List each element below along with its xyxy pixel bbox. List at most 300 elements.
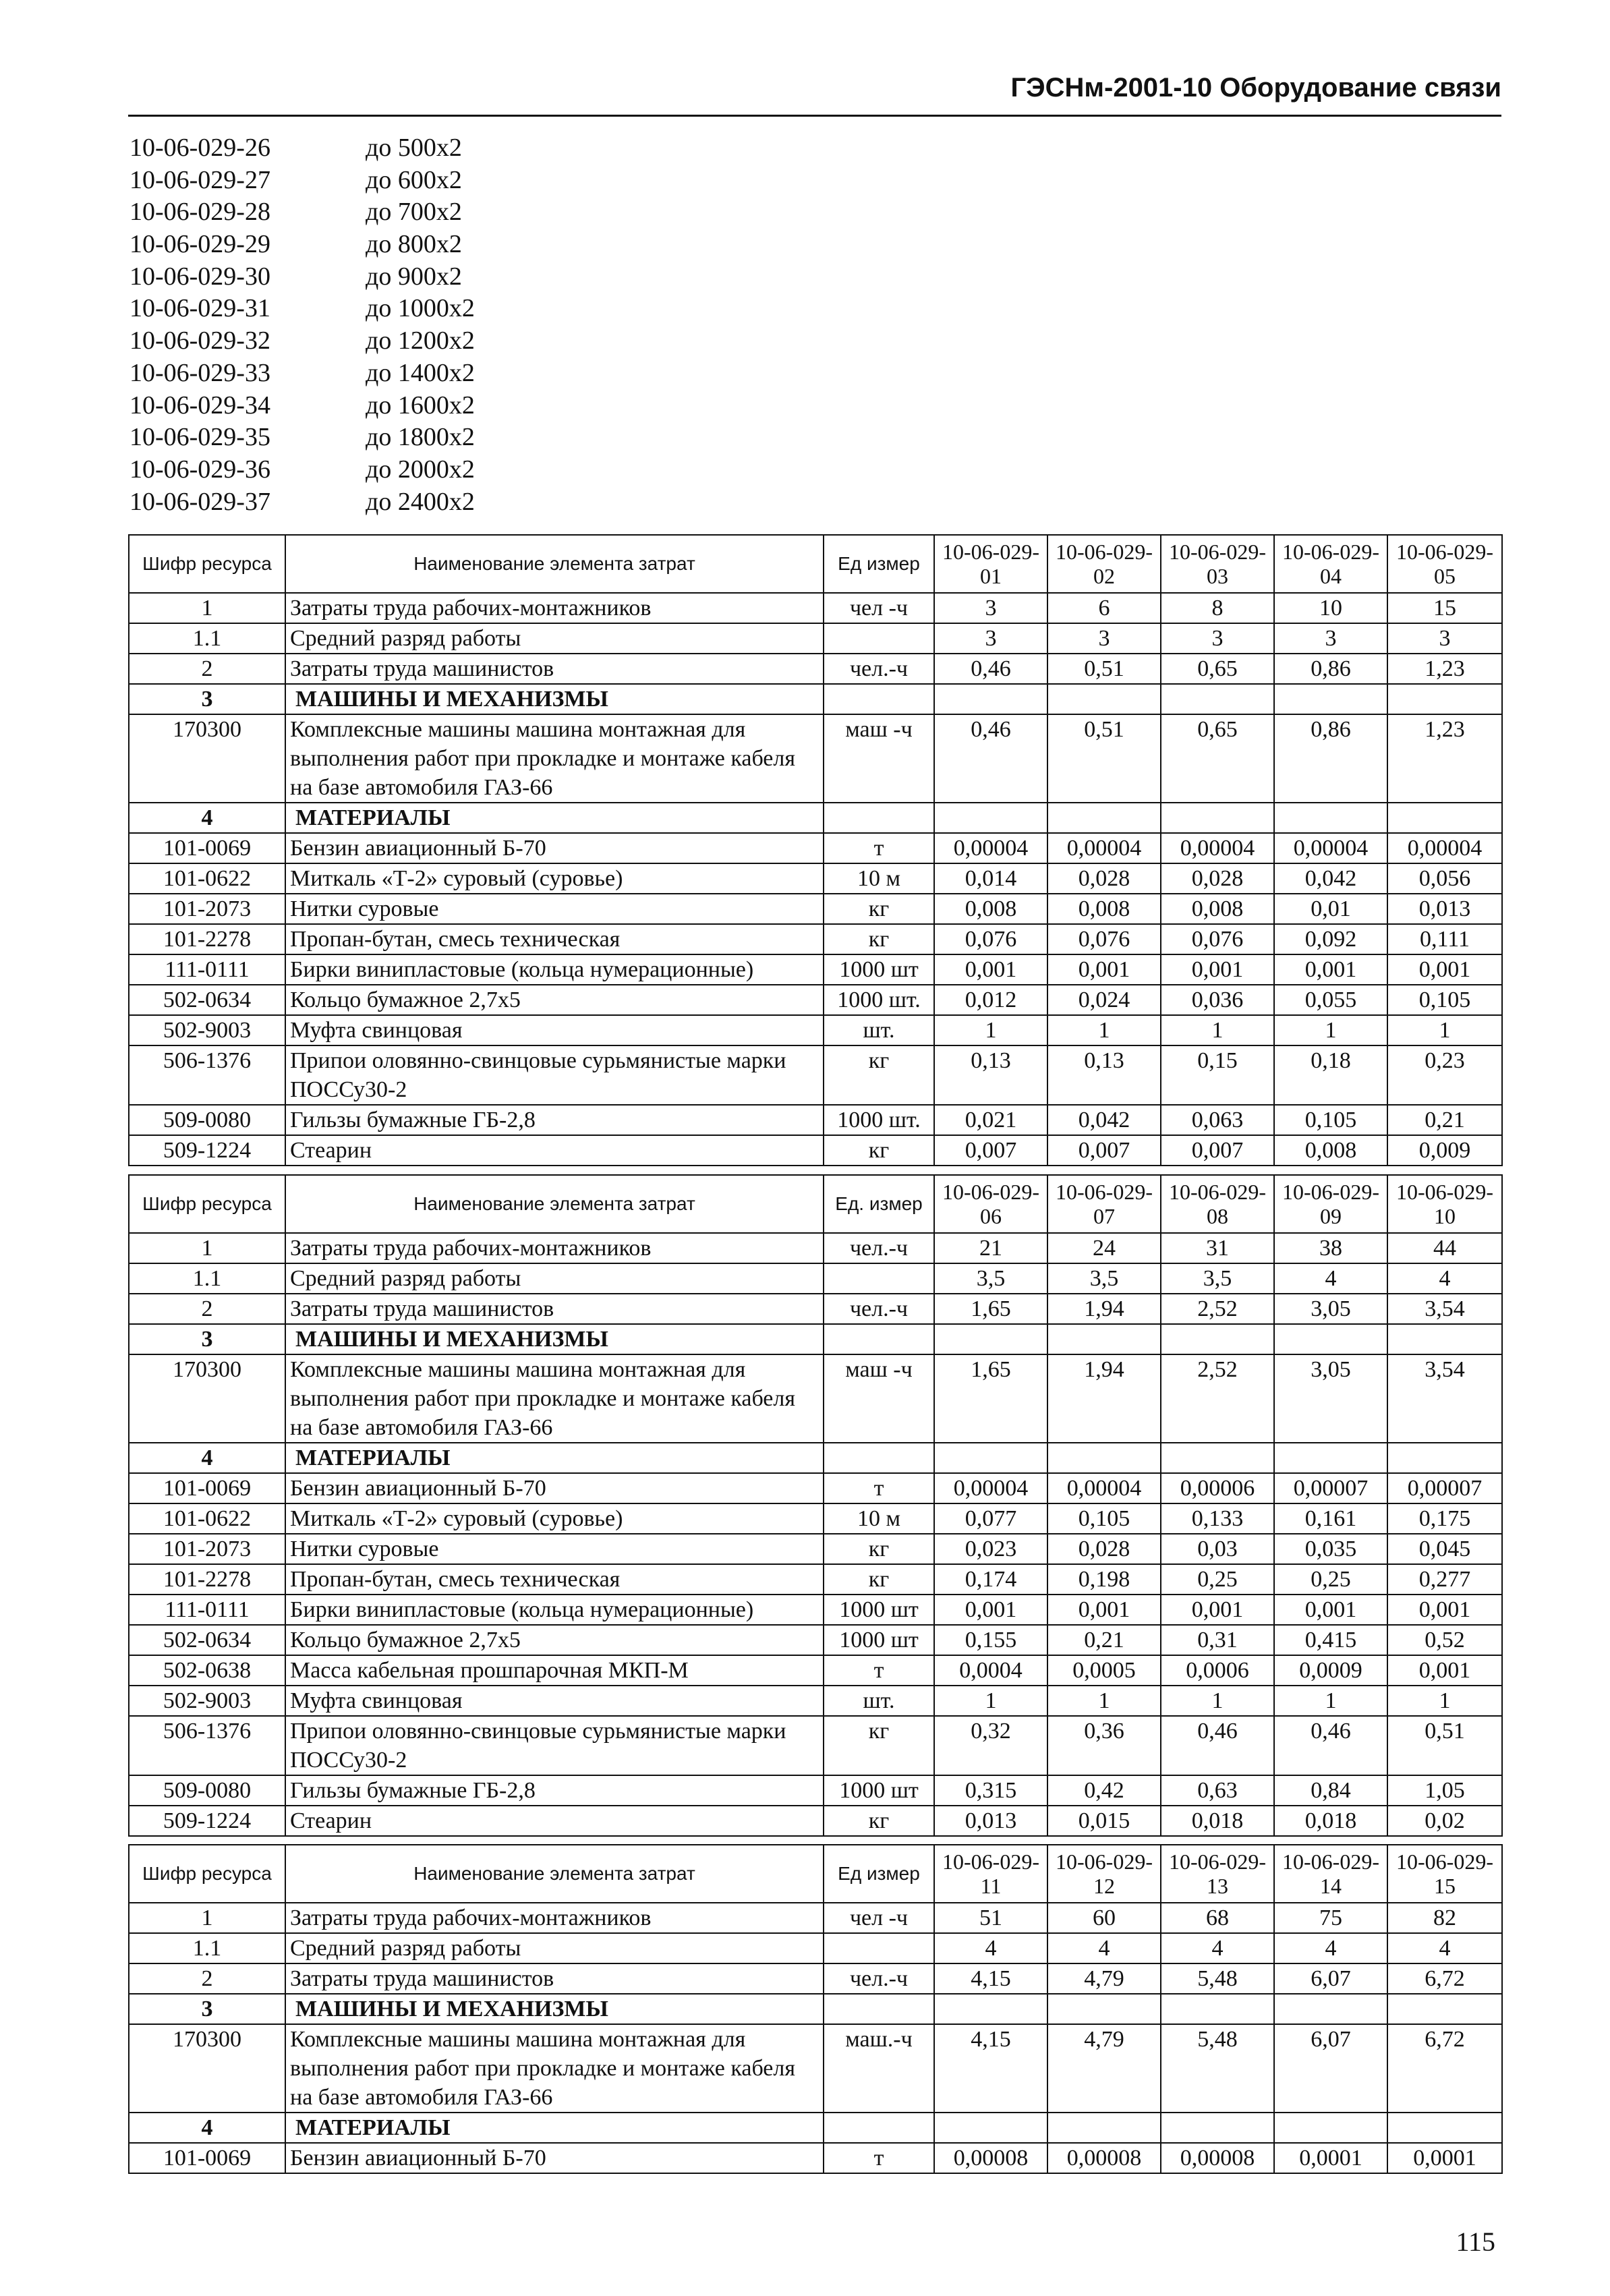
resource-code: 101-0069: [129, 2143, 285, 2173]
table-header-row: [129, 1845, 1502, 1903]
value-cell: 0,055: [1274, 985, 1387, 1015]
unit-cell: т: [824, 2143, 934, 2173]
value-cell: [1047, 1443, 1161, 1473]
table-row: [129, 1263, 1502, 1294]
resource-code: 502-0638: [129, 1655, 285, 1686]
value-cell: 0,25: [1274, 1564, 1387, 1595]
header-code: Шифр ресурса: [129, 1175, 285, 1233]
unit-cell: кг: [824, 1045, 934, 1105]
value-cell: 0,008: [934, 894, 1047, 924]
value-cell: [934, 2113, 1047, 2143]
code-id: 10-06-029-33: [130, 358, 270, 387]
cost-element-name: Муфта свинцовая: [285, 1015, 824, 1045]
code-list-item: [130, 454, 561, 486]
value-cell: 0,023: [934, 1534, 1047, 1564]
value-cell: 0,13: [1047, 1045, 1161, 1105]
value-cell: 0,013: [1387, 894, 1502, 924]
value-cell: 5,48: [1161, 1963, 1274, 1994]
value-cell: 0,51: [1387, 1716, 1502, 1775]
value-cell: 0,161: [1274, 1503, 1387, 1534]
table-row: [129, 863, 1502, 894]
value-cell: 82: [1387, 1903, 1502, 1933]
value-cell: 3: [934, 623, 1047, 654]
resource-code: 101-0069: [129, 1473, 285, 1503]
cost-element-name: МАТЕРИАЛЫ: [285, 1443, 824, 1473]
value-cell: 0,415: [1274, 1625, 1387, 1655]
resource-code: 2: [129, 654, 285, 684]
value-cell: 0,46: [1274, 1716, 1387, 1775]
header-norm-code: 10-06-029-05: [1387, 535, 1502, 593]
value-cell: 0,23: [1387, 1045, 1502, 1105]
value-cell: 0,0001: [1274, 2143, 1387, 2173]
unit-cell: [824, 2113, 934, 2143]
code-list-item: [130, 325, 561, 357]
value-cell: [1274, 1994, 1387, 2024]
value-cell: 4: [1387, 1933, 1502, 1963]
unit-cell: кг: [824, 1564, 934, 1595]
value-cell: 3,5: [1161, 1263, 1274, 1294]
cost-element-name: Кольцо бумажное 2,7х5: [285, 985, 824, 1015]
cost-element-name: Затраты труда машинистов: [285, 1963, 824, 1994]
code-size: до 800х2: [366, 230, 462, 259]
value-cell: 0,015: [1047, 1806, 1161, 1836]
table-row: [129, 2024, 1502, 2113]
value-cell: 0,65: [1161, 714, 1274, 803]
value-cell: [1274, 684, 1387, 714]
resource-code: 111-0111: [129, 1595, 285, 1625]
resource-code: 101-0622: [129, 863, 285, 894]
value-cell: 0,105: [1047, 1503, 1161, 1534]
code-list: [130, 132, 561, 518]
value-cell: 0,045: [1387, 1534, 1502, 1564]
value-cell: 0,00008: [934, 2143, 1047, 2173]
resource-code: 101-0622: [129, 1503, 285, 1534]
value-cell: [1047, 684, 1161, 714]
table-row: [129, 1233, 1502, 1263]
resource-code: 4: [129, 1443, 285, 1473]
value-cell: 0,03: [1161, 1534, 1274, 1564]
unit-cell: [824, 1324, 934, 1354]
value-cell: 0,46: [1161, 1716, 1274, 1775]
resource-code: 170300: [129, 2024, 285, 2113]
table-row: [129, 1963, 1502, 1994]
unit-cell: [824, 1263, 934, 1294]
header-norm-code: 10-06-029-07: [1047, 1175, 1161, 1233]
page-number: 115: [1456, 2227, 1495, 2257]
code-list-item: [130, 293, 561, 325]
value-cell: 1,94: [1047, 1354, 1161, 1443]
value-cell: 0,092: [1274, 924, 1387, 954]
code-size: до 600х2: [366, 165, 462, 194]
code-id: 10-06-029-30: [130, 262, 270, 291]
code-size: до 1400х2: [366, 358, 475, 387]
value-cell: [1161, 803, 1274, 833]
header-unit: Ед измер: [824, 1845, 934, 1903]
code-list-item: [130, 390, 561, 422]
value-cell: 0,076: [934, 924, 1047, 954]
value-cell: 1,23: [1387, 654, 1502, 684]
value-cell: 0,65: [1161, 654, 1274, 684]
resource-code: 502-9003: [129, 1686, 285, 1716]
resource-code: 2: [129, 1963, 285, 1994]
unit-cell: т: [824, 1473, 934, 1503]
header-norm-code: 10-06-029-02: [1047, 535, 1161, 593]
value-cell: 0,21: [1047, 1625, 1161, 1655]
unit-cell: маш -ч: [824, 1354, 934, 1443]
value-cell: [1161, 684, 1274, 714]
code-size: до 900х2: [366, 262, 462, 291]
value-cell: 4: [1274, 1263, 1387, 1294]
value-cell: 0,00004: [934, 833, 1047, 863]
value-cell: 0,001: [1387, 954, 1502, 985]
value-cell: 0,001: [1047, 1595, 1161, 1625]
value-cell: [1161, 2113, 1274, 2143]
value-cell: [1387, 684, 1502, 714]
unit-cell: [824, 623, 934, 654]
table-row: [129, 1933, 1502, 1963]
resource-code: 509-0080: [129, 1105, 285, 1135]
value-cell: 0,042: [1274, 863, 1387, 894]
resource-code: 101-2073: [129, 1534, 285, 1564]
value-cell: [1161, 1994, 1274, 2024]
value-cell: 0,155: [934, 1625, 1047, 1655]
value-cell: 0,0001: [1387, 2143, 1502, 2173]
header-norm-code: 10-06-029-06: [934, 1175, 1047, 1233]
value-cell: 1: [934, 1015, 1047, 1045]
header-norm-code: 10-06-029-12: [1047, 1845, 1161, 1903]
value-cell: [934, 684, 1047, 714]
resource-code: 1: [129, 1903, 285, 1933]
value-cell: 0,013: [934, 1806, 1047, 1836]
code-id: 10-06-029-28: [130, 198, 270, 227]
cost-element-name: Нитки суровые: [285, 1534, 824, 1564]
value-cell: 10: [1274, 593, 1387, 623]
value-cell: 0,028: [1047, 1534, 1161, 1564]
header-norm-code: 10-06-029-08: [1161, 1175, 1274, 1233]
value-cell: 0,84: [1274, 1775, 1387, 1806]
value-cell: 0,63: [1161, 1775, 1274, 1806]
resource-code: 1: [129, 1233, 285, 1263]
value-cell: 0,014: [934, 863, 1047, 894]
table-row: [129, 1473, 1502, 1503]
cost-element-name: МАШИНЫ И МЕХАНИЗМЫ: [285, 1324, 824, 1354]
code-list-item: [130, 132, 561, 165]
value-cell: 0,00008: [1047, 2143, 1161, 2173]
value-cell: 0,028: [1047, 863, 1161, 894]
unit-cell: [824, 803, 934, 833]
value-cell: 0,007: [1047, 1135, 1161, 1166]
code-id: 10-06-029-31: [130, 294, 270, 323]
value-cell: 0,00004: [1047, 1473, 1161, 1503]
value-cell: 2,52: [1161, 1354, 1274, 1443]
value-cell: 0,00004: [1387, 833, 1502, 863]
value-cell: 0,18: [1274, 1045, 1387, 1105]
unit-cell: чел -ч: [824, 593, 934, 623]
value-cell: 1,65: [934, 1354, 1047, 1443]
value-cell: [1274, 1324, 1387, 1354]
value-cell: 51: [934, 1903, 1047, 1933]
table-row: [129, 1686, 1502, 1716]
cost-element-name: Гильзы бумажные ГБ-2,8: [285, 1775, 824, 1806]
unit-cell: кг: [824, 1534, 934, 1564]
cost-element-name: Комплексные машины машина монтажная для выполнения работ при прокладке и монтаже кабеля на базе автомобиля ГАЗ-66: [285, 714, 824, 803]
cost-element-name: Бензин авиационный Б-70: [285, 833, 824, 863]
table-row: [129, 1294, 1502, 1324]
value-cell: 0,0004: [934, 1655, 1047, 1686]
value-cell: 3,54: [1387, 1294, 1502, 1324]
unit-cell: [824, 1933, 934, 1963]
code-id: 10-06-029-36: [130, 455, 270, 484]
table-row: [129, 985, 1502, 1015]
code-size: до 700х2: [366, 198, 462, 227]
value-cell: 0,00007: [1274, 1473, 1387, 1503]
resource-code: 101-2278: [129, 924, 285, 954]
cost-element-name: МАТЕРИАЛЫ: [285, 803, 824, 833]
value-cell: [1387, 1994, 1502, 2024]
value-cell: 0,076: [1161, 924, 1274, 954]
header-norm-code: 10-06-029-04: [1274, 535, 1387, 593]
value-cell: 0,024: [1047, 985, 1161, 1015]
value-cell: 60: [1047, 1903, 1161, 1933]
value-cell: 75: [1274, 1903, 1387, 1933]
value-cell: 0,52: [1387, 1625, 1502, 1655]
value-cell: 0,063: [1161, 1105, 1274, 1135]
value-cell: [1274, 2113, 1387, 2143]
value-cell: 1,94: [1047, 1294, 1161, 1324]
value-cell: 8: [1161, 593, 1274, 623]
resource-code: 1: [129, 593, 285, 623]
unit-cell: т: [824, 1655, 934, 1686]
cost-element-name: Стеарин: [285, 1135, 824, 1166]
value-cell: [1387, 1443, 1502, 1473]
value-cell: 4,79: [1047, 2024, 1161, 2113]
header-norm-code: 10-06-029-13: [1161, 1845, 1274, 1903]
cost-element-name: Средний разряд работы: [285, 1263, 824, 1294]
value-cell: 0,042: [1047, 1105, 1161, 1135]
value-cell: 44: [1387, 1233, 1502, 1263]
cost-element-name: Нитки суровые: [285, 894, 824, 924]
code-size: до 1000х2: [366, 294, 475, 323]
value-cell: 0,36: [1047, 1716, 1161, 1775]
resource-code: 111-0111: [129, 954, 285, 985]
cost-element-name: Припои оловянно-свинцовые сурьмянистые марки ПОССу30-2: [285, 1045, 824, 1105]
value-cell: 0,001: [1274, 1595, 1387, 1625]
value-cell: 0,008: [1047, 894, 1161, 924]
value-cell: 0,012: [934, 985, 1047, 1015]
code-size: до 500х2: [366, 134, 462, 162]
resource-code: 101-2278: [129, 1564, 285, 1595]
value-cell: [934, 1443, 1047, 1473]
value-cell: 6: [1047, 593, 1161, 623]
code-list-item: [130, 196, 561, 229]
table-header-row: [129, 535, 1502, 593]
cost-element-name: Бензин авиационный Б-70: [285, 2143, 824, 2173]
cost-element-name: Средний разряд работы: [285, 1933, 824, 1963]
table-row: [129, 1595, 1502, 1625]
unit-cell: 10 м: [824, 1503, 934, 1534]
unit-cell: 1000 шт.: [824, 985, 934, 1015]
value-cell: 3,5: [934, 1263, 1047, 1294]
unit-cell: кг: [824, 1806, 934, 1836]
value-cell: 68: [1161, 1903, 1274, 1933]
value-cell: 0,00004: [934, 1473, 1047, 1503]
resource-code: 3: [129, 1994, 285, 2024]
code-size: до 1600х2: [366, 391, 475, 420]
unit-cell: т: [824, 833, 934, 863]
value-cell: 3: [934, 593, 1047, 623]
header-norm-code: 10-06-029-15: [1387, 1845, 1502, 1903]
code-list-item: [130, 165, 561, 197]
resource-code: 509-1224: [129, 1806, 285, 1836]
value-cell: 1,23: [1387, 714, 1502, 803]
value-cell: 24: [1047, 1233, 1161, 1263]
value-cell: 0,111: [1387, 924, 1502, 954]
value-cell: 5,48: [1161, 2024, 1274, 2113]
value-cell: 0,0005: [1047, 1655, 1161, 1686]
unit-cell: шт.: [824, 1015, 934, 1045]
value-cell: 3,54: [1387, 1354, 1502, 1443]
value-cell: 0,056: [1387, 863, 1502, 894]
value-cell: 0,007: [934, 1135, 1047, 1166]
section-row: [129, 684, 1502, 714]
value-cell: 6,07: [1274, 1963, 1387, 1994]
value-cell: 0,00006: [1161, 1473, 1274, 1503]
section-row: [129, 1324, 1502, 1354]
code-size: до 2000х2: [366, 455, 475, 484]
table-row: [129, 1534, 1502, 1564]
cost-element-name: МАШИНЫ И МЕХАНИЗМЫ: [285, 1994, 824, 2024]
resource-code: 502-9003: [129, 1015, 285, 1045]
cost-element-name: Пропан-бутан, смесь техническая: [285, 1564, 824, 1595]
value-cell: 4,15: [934, 2024, 1047, 2113]
resource-code: 509-0080: [129, 1775, 285, 1806]
value-cell: 3,5: [1047, 1263, 1161, 1294]
resource-code: 101-2073: [129, 894, 285, 924]
cost-element-name: Затраты труда рабочих-монтажников: [285, 1233, 824, 1263]
cost-element-name: Масса кабельная прошпарочная МКП-М: [285, 1655, 824, 1686]
value-cell: 0,105: [1274, 1105, 1387, 1135]
value-cell: 0,028: [1161, 863, 1274, 894]
code-list-item: [130, 357, 561, 390]
header-unit: Ед. измер: [824, 1175, 934, 1233]
code-list-item: [130, 229, 561, 261]
code-size: до 1200х2: [366, 326, 475, 355]
resource-code: 3: [129, 684, 285, 714]
table-row: [129, 894, 1502, 924]
resource-code: 502-0634: [129, 1625, 285, 1655]
cost-element-name: Затраты труда машинистов: [285, 1294, 824, 1324]
value-cell: 0,42: [1047, 1775, 1161, 1806]
table-header-row: [129, 1175, 1502, 1233]
header-norm-code: 10-06-029-01: [934, 535, 1047, 593]
value-cell: 3: [1274, 623, 1387, 654]
value-cell: 0,00004: [1274, 833, 1387, 863]
resource-code: 1.1: [129, 1263, 285, 1294]
cost-element-name: Затраты труда рабочих-монтажников: [285, 593, 824, 623]
code-id: 10-06-029-34: [130, 391, 270, 420]
header-unit: Ед измер: [824, 535, 934, 593]
value-cell: [1047, 1324, 1161, 1354]
value-cell: 0,001: [934, 954, 1047, 985]
value-cell: 0,001: [1161, 954, 1274, 985]
unit-cell: 10 м: [824, 863, 934, 894]
cost-element-name: Кольцо бумажное 2,7х5: [285, 1625, 824, 1655]
cost-element-name: Припои оловянно-свинцовые сурьмянистые марки ПОССу30-2: [285, 1716, 824, 1775]
value-cell: 0,001: [1161, 1595, 1274, 1625]
unit-cell: чел.-ч: [824, 1294, 934, 1324]
value-cell: [1387, 2113, 1502, 2143]
header-name: Наименование элемента затрат: [285, 1845, 824, 1903]
value-cell: 6,07: [1274, 2024, 1387, 2113]
cost-element-name: Бирки винипластовые (кольца нумерационные): [285, 1595, 824, 1625]
unit-cell: кг: [824, 924, 934, 954]
value-cell: 3: [1047, 623, 1161, 654]
unit-cell: кг: [824, 1135, 934, 1166]
value-cell: 0,00004: [1161, 833, 1274, 863]
table-row: [129, 924, 1502, 954]
value-cell: 1: [1047, 1686, 1161, 1716]
value-cell: 0,021: [934, 1105, 1047, 1135]
value-cell: 4: [1161, 1933, 1274, 1963]
code-id: 10-06-029-37: [130, 487, 270, 516]
resource-code: 4: [129, 2113, 285, 2143]
resource-code: 509-1224: [129, 1135, 285, 1166]
unit-cell: [824, 1994, 934, 2024]
section-row: [129, 2113, 1502, 2143]
value-cell: 0,51: [1047, 714, 1161, 803]
value-cell: 0,007: [1161, 1135, 1274, 1166]
value-cell: [1047, 803, 1161, 833]
value-cell: 0,31: [1161, 1625, 1274, 1655]
value-cell: [1274, 1443, 1387, 1473]
header-norm-code: 10-06-029-11: [934, 1845, 1047, 1903]
unit-cell: 1000 шт.: [824, 1105, 934, 1135]
table-row: [129, 1716, 1502, 1775]
value-cell: 0,001: [934, 1595, 1047, 1625]
value-cell: 0,21: [1387, 1105, 1502, 1135]
resource-code: 502-0634: [129, 985, 285, 1015]
value-cell: 4,15: [934, 1963, 1047, 1994]
value-cell: 0,51: [1047, 654, 1161, 684]
norm-table-1: [128, 534, 1503, 1166]
value-cell: 4: [1387, 1263, 1502, 1294]
value-cell: 0,035: [1274, 1534, 1387, 1564]
header-norm-code: 10-06-029-10: [1387, 1175, 1502, 1233]
value-cell: 0,077: [934, 1503, 1047, 1534]
table-row: [129, 714, 1502, 803]
code-id: 10-06-029-35: [130, 423, 270, 452]
unit-cell: кг: [824, 894, 934, 924]
table-row: [129, 1105, 1502, 1135]
value-cell: 0,86: [1274, 654, 1387, 684]
code-id: 10-06-029-27: [130, 165, 270, 194]
unit-cell: чел.-ч: [824, 654, 934, 684]
value-cell: [934, 803, 1047, 833]
table-row: [129, 1806, 1502, 1836]
value-cell: 1: [1274, 1686, 1387, 1716]
value-cell: 1: [1387, 1015, 1502, 1045]
section-row: [129, 1994, 1502, 2024]
unit-cell: шт.: [824, 1686, 934, 1716]
resource-code: 4: [129, 803, 285, 833]
value-cell: 0,105: [1387, 985, 1502, 1015]
table-row: [129, 1015, 1502, 1045]
value-cell: 0,32: [934, 1716, 1047, 1775]
value-cell: 0,13: [934, 1045, 1047, 1105]
value-cell: 0,174: [934, 1564, 1047, 1595]
value-cell: 1: [1161, 1686, 1274, 1716]
value-cell: 0,01: [1274, 894, 1387, 924]
